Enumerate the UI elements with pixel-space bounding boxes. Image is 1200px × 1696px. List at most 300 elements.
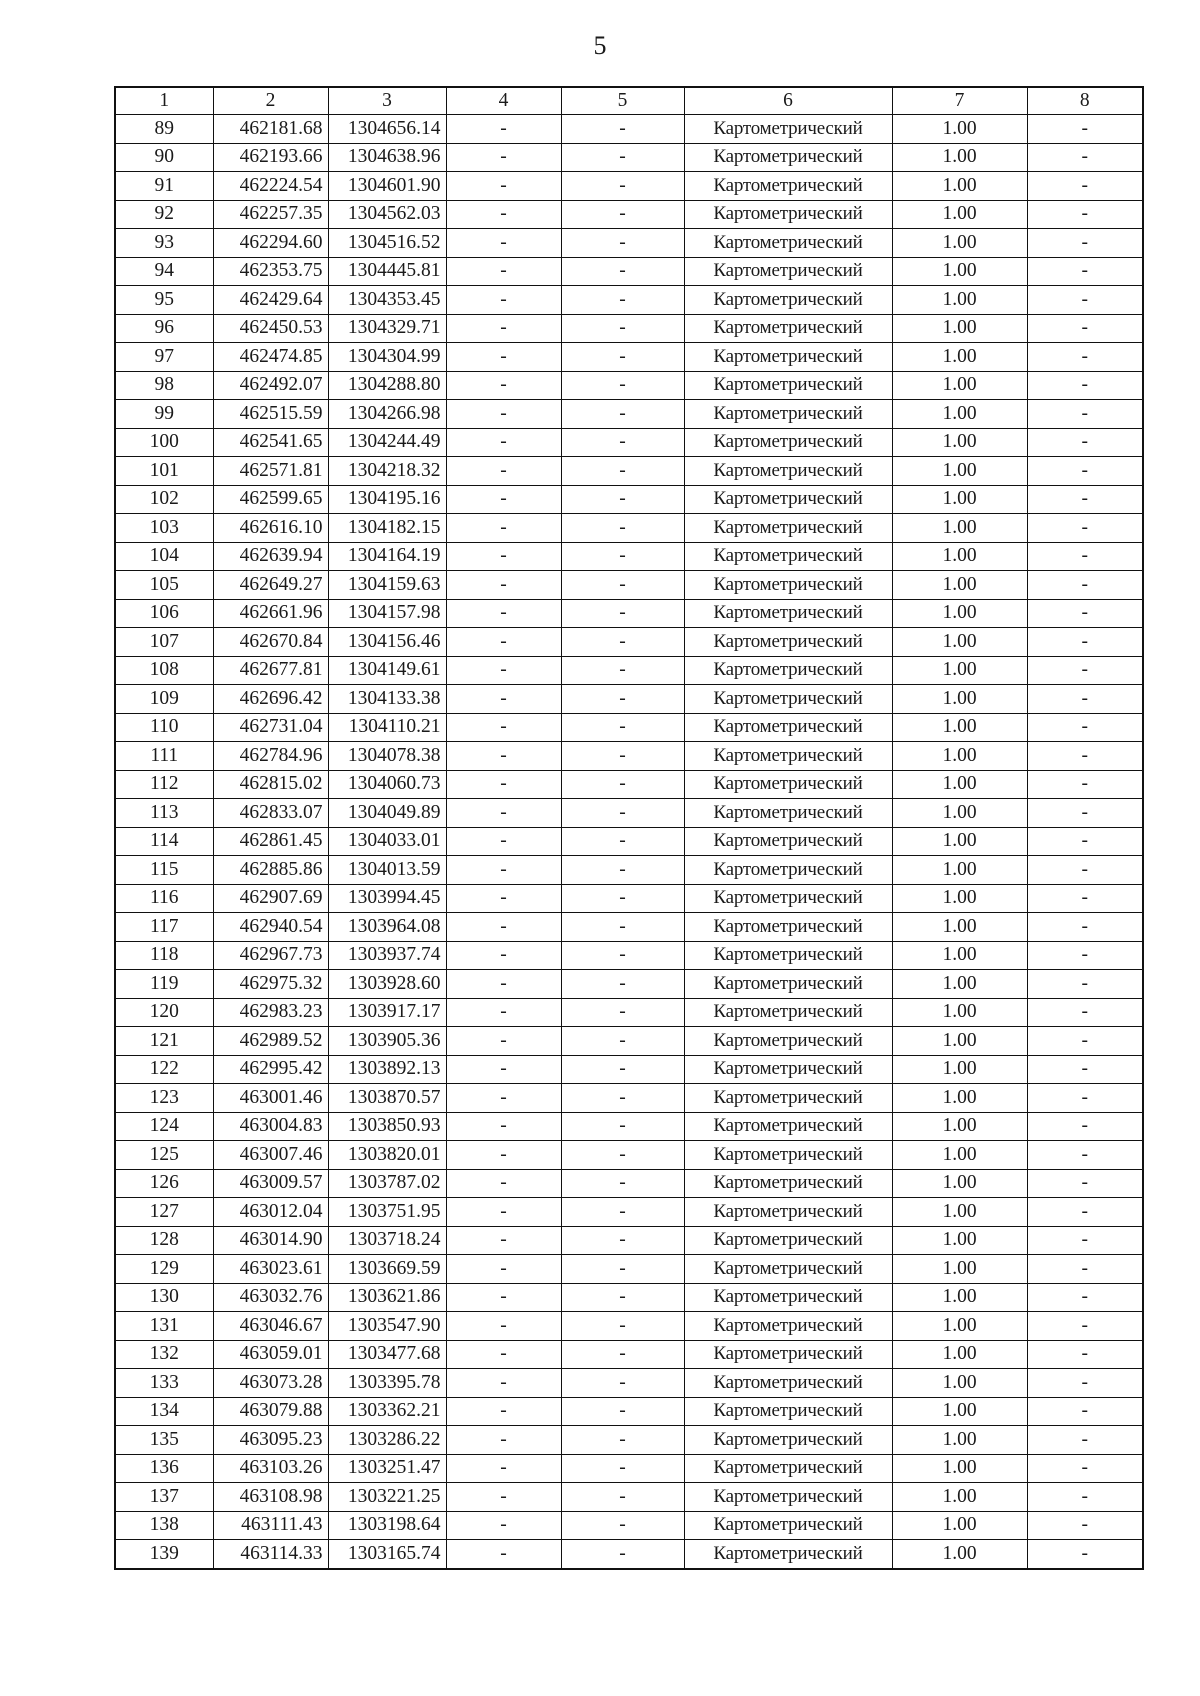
column-8-cell: - <box>1027 371 1143 400</box>
table-row <box>115 856 1143 885</box>
column-8-cell: - <box>1027 1483 1143 1512</box>
point-number-cell: 125 <box>115 1141 213 1170</box>
point-number-cell: 91 <box>115 172 213 201</box>
column-4-cell: - <box>446 200 561 229</box>
accuracy-cell: 1.00 <box>892 1511 1027 1540</box>
table-row <box>115 143 1143 172</box>
method-cell: Картометрический <box>684 913 892 942</box>
y-coordinate-cell: 1303964.08 <box>328 913 446 942</box>
column-8-cell: - <box>1027 970 1143 999</box>
table-body <box>115 115 1143 1569</box>
column-5-cell: - <box>561 571 684 600</box>
accuracy-cell: 1.00 <box>892 115 1027 144</box>
y-coordinate-cell: 1303362.21 <box>328 1397 446 1426</box>
table-row <box>115 257 1143 286</box>
method-cell: Картометрический <box>684 941 892 970</box>
method-cell: Картометрический <box>684 799 892 828</box>
y-coordinate-cell: 1304304.99 <box>328 343 446 372</box>
accuracy-cell: 1.00 <box>892 1055 1027 1084</box>
point-number-cell: 121 <box>115 1027 213 1056</box>
column-5-cell: - <box>561 1454 684 1483</box>
y-coordinate-cell: 1304156.46 <box>328 628 446 657</box>
x-coordinate-cell: 462907.69 <box>213 884 328 913</box>
accuracy-cell: 1.00 <box>892 1141 1027 1170</box>
point-number-cell: 128 <box>115 1226 213 1255</box>
y-coordinate-cell: 1303820.01 <box>328 1141 446 1170</box>
method-cell: Картометрический <box>684 514 892 543</box>
point-number-cell: 132 <box>115 1340 213 1369</box>
method-cell: Картометрический <box>684 314 892 343</box>
x-coordinate-cell: 463007.46 <box>213 1141 328 1170</box>
method-cell: Картометрический <box>684 656 892 685</box>
x-coordinate-cell: 462940.54 <box>213 913 328 942</box>
table-row <box>115 913 1143 942</box>
column-8-cell: - <box>1027 1027 1143 1056</box>
point-number-cell: 119 <box>115 970 213 999</box>
column-5-cell: - <box>561 172 684 201</box>
x-coordinate-cell: 462885.86 <box>213 856 328 885</box>
column-8-cell: - <box>1027 314 1143 343</box>
y-coordinate-cell: 1303937.74 <box>328 941 446 970</box>
table-row <box>115 314 1143 343</box>
point-number-cell: 130 <box>115 1283 213 1312</box>
x-coordinate-cell: 462989.52 <box>213 1027 328 1056</box>
table-row <box>115 1084 1143 1113</box>
method-cell: Картометрический <box>684 1483 892 1512</box>
x-coordinate-cell: 462995.42 <box>213 1055 328 1084</box>
column-5-cell: - <box>561 257 684 286</box>
table-row <box>115 1169 1143 1198</box>
accuracy-cell: 1.00 <box>892 371 1027 400</box>
y-coordinate-cell: 1304049.89 <box>328 799 446 828</box>
table-row <box>115 1483 1143 1512</box>
column-4-cell: - <box>446 1454 561 1483</box>
accuracy-cell: 1.00 <box>892 941 1027 970</box>
point-number-cell: 94 <box>115 257 213 286</box>
column-4-cell: - <box>446 742 561 771</box>
table-row <box>115 1540 1143 1569</box>
x-coordinate-cell: 462815.02 <box>213 770 328 799</box>
column-5-cell: - <box>561 628 684 657</box>
column-4-cell: - <box>446 685 561 714</box>
header-cell-6: 6 <box>684 87 892 115</box>
y-coordinate-cell: 1303870.57 <box>328 1084 446 1113</box>
column-5-cell: - <box>561 1312 684 1341</box>
x-coordinate-cell: 462983.23 <box>213 998 328 1027</box>
y-coordinate-cell: 1304060.73 <box>328 770 446 799</box>
x-coordinate-cell: 462474.85 <box>213 343 328 372</box>
y-coordinate-cell: 1303751.95 <box>328 1198 446 1227</box>
header-cell-8: 8 <box>1027 87 1143 115</box>
column-4-cell: - <box>446 343 561 372</box>
method-cell: Картометрический <box>684 1255 892 1284</box>
point-number-cell: 139 <box>115 1540 213 1569</box>
column-4-cell: - <box>446 628 561 657</box>
header-cell-3: 3 <box>328 87 446 115</box>
column-8-cell: - <box>1027 1511 1143 1540</box>
point-number-cell: 92 <box>115 200 213 229</box>
point-number-cell: 93 <box>115 229 213 258</box>
method-cell: Картометрический <box>684 172 892 201</box>
accuracy-cell: 1.00 <box>892 1198 1027 1227</box>
column-8-cell: - <box>1027 1141 1143 1170</box>
column-4-cell: - <box>446 1112 561 1141</box>
accuracy-cell: 1.00 <box>892 742 1027 771</box>
table-row <box>115 941 1143 970</box>
method-cell: Картометрический <box>684 1112 892 1141</box>
column-8-cell: - <box>1027 913 1143 942</box>
column-4-cell: - <box>446 599 561 628</box>
table-row <box>115 742 1143 771</box>
accuracy-cell: 1.00 <box>892 1540 1027 1569</box>
accuracy-cell: 1.00 <box>892 1169 1027 1198</box>
table-row <box>115 799 1143 828</box>
point-number-cell: 135 <box>115 1426 213 1455</box>
x-coordinate-cell: 462450.53 <box>213 314 328 343</box>
accuracy-cell: 1.00 <box>892 685 1027 714</box>
accuracy-cell: 1.00 <box>892 1340 1027 1369</box>
accuracy-cell: 1.00 <box>892 286 1027 315</box>
point-number-cell: 102 <box>115 485 213 514</box>
table-row <box>115 400 1143 429</box>
column-5-cell: - <box>561 371 684 400</box>
method-cell: Картометрический <box>684 343 892 372</box>
column-5-cell: - <box>561 542 684 571</box>
x-coordinate-cell: 462571.81 <box>213 457 328 486</box>
point-number-cell: 95 <box>115 286 213 315</box>
table-row <box>115 371 1143 400</box>
column-5-cell: - <box>561 400 684 429</box>
header-cell-2: 2 <box>213 87 328 115</box>
column-8-cell: - <box>1027 856 1143 885</box>
accuracy-cell: 1.00 <box>892 1312 1027 1341</box>
y-coordinate-cell: 1304110.21 <box>328 713 446 742</box>
y-coordinate-cell: 1303905.36 <box>328 1027 446 1056</box>
x-coordinate-cell: 462696.42 <box>213 685 328 714</box>
column-5-cell: - <box>561 998 684 1027</box>
x-coordinate-cell: 462181.68 <box>213 115 328 144</box>
y-coordinate-cell: 1304445.81 <box>328 257 446 286</box>
column-5-cell: - <box>561 1084 684 1113</box>
column-8-cell: - <box>1027 257 1143 286</box>
accuracy-cell: 1.00 <box>892 514 1027 543</box>
header-cell-7: 7 <box>892 87 1027 115</box>
column-4-cell: - <box>446 941 561 970</box>
y-coordinate-cell: 1304078.38 <box>328 742 446 771</box>
point-number-cell: 122 <box>115 1055 213 1084</box>
point-number-cell: 113 <box>115 799 213 828</box>
accuracy-cell: 1.00 <box>892 1084 1027 1113</box>
accuracy-cell: 1.00 <box>892 913 1027 942</box>
column-8-cell: - <box>1027 457 1143 486</box>
point-number-cell: 100 <box>115 428 213 457</box>
point-number-cell: 116 <box>115 884 213 913</box>
point-number-cell: 134 <box>115 1397 213 1426</box>
x-coordinate-cell: 463009.57 <box>213 1169 328 1198</box>
column-8-cell: - <box>1027 799 1143 828</box>
y-coordinate-cell: 1304329.71 <box>328 314 446 343</box>
y-coordinate-cell: 1303928.60 <box>328 970 446 999</box>
accuracy-cell: 1.00 <box>892 1283 1027 1312</box>
point-number-cell: 133 <box>115 1369 213 1398</box>
column-8-cell: - <box>1027 143 1143 172</box>
column-8-cell: - <box>1027 172 1143 201</box>
y-coordinate-cell: 1304244.49 <box>328 428 446 457</box>
column-8-cell: - <box>1027 742 1143 771</box>
column-8-cell: - <box>1027 200 1143 229</box>
table-row <box>115 998 1143 1027</box>
method-cell: Картометрический <box>684 1511 892 1540</box>
x-coordinate-cell: 463014.90 <box>213 1226 328 1255</box>
y-coordinate-cell: 1304013.59 <box>328 856 446 885</box>
point-number-cell: 111 <box>115 742 213 771</box>
y-coordinate-cell: 1304149.61 <box>328 656 446 685</box>
x-coordinate-cell: 462975.32 <box>213 970 328 999</box>
column-5-cell: - <box>561 1226 684 1255</box>
column-5-cell: - <box>561 770 684 799</box>
accuracy-cell: 1.00 <box>892 599 1027 628</box>
column-5-cell: - <box>561 514 684 543</box>
accuracy-cell: 1.00 <box>892 542 1027 571</box>
accuracy-cell: 1.00 <box>892 856 1027 885</box>
column-5-cell: - <box>561 1112 684 1141</box>
column-5-cell: - <box>561 314 684 343</box>
column-5-cell: - <box>561 884 684 913</box>
column-8-cell: - <box>1027 1169 1143 1198</box>
method-cell: Картометрический <box>684 1426 892 1455</box>
column-5-cell: - <box>561 856 684 885</box>
table-row <box>115 200 1143 229</box>
column-5-cell: - <box>561 970 684 999</box>
y-coordinate-cell: 1304601.90 <box>328 172 446 201</box>
y-coordinate-cell: 1303165.74 <box>328 1540 446 1569</box>
y-coordinate-cell: 1303221.25 <box>328 1483 446 1512</box>
column-4-cell: - <box>446 143 561 172</box>
table-row <box>115 1397 1143 1426</box>
method-cell: Картометрический <box>684 1369 892 1398</box>
method-cell: Картометрический <box>684 457 892 486</box>
accuracy-cell: 1.00 <box>892 1112 1027 1141</box>
method-cell: Картометрический <box>684 599 892 628</box>
column-4-cell: - <box>446 913 561 942</box>
y-coordinate-cell: 1303198.64 <box>328 1511 446 1540</box>
column-5-cell: - <box>561 1397 684 1426</box>
column-8-cell: - <box>1027 229 1143 258</box>
point-number-cell: 117 <box>115 913 213 942</box>
column-5-cell: - <box>561 1055 684 1084</box>
table-row <box>115 542 1143 571</box>
y-coordinate-cell: 1303994.45 <box>328 884 446 913</box>
method-cell: Картометрический <box>684 856 892 885</box>
method-cell: Картометрический <box>684 1198 892 1227</box>
accuracy-cell: 1.00 <box>892 628 1027 657</box>
column-5-cell: - <box>561 1283 684 1312</box>
column-8-cell: - <box>1027 628 1143 657</box>
x-coordinate-cell: 462670.84 <box>213 628 328 657</box>
column-5-cell: - <box>561 685 684 714</box>
point-number-cell: 129 <box>115 1255 213 1284</box>
point-number-cell: 99 <box>115 400 213 429</box>
y-coordinate-cell: 1304656.14 <box>328 115 446 144</box>
point-number-cell: 97 <box>115 343 213 372</box>
method-cell: Картометрический <box>684 1397 892 1426</box>
column-4-cell: - <box>446 1084 561 1113</box>
method-cell: Картометрический <box>684 628 892 657</box>
x-coordinate-cell: 463001.46 <box>213 1084 328 1113</box>
column-8-cell: - <box>1027 343 1143 372</box>
accuracy-cell: 1.00 <box>892 1454 1027 1483</box>
table-row <box>115 713 1143 742</box>
column-8-cell: - <box>1027 1312 1143 1341</box>
column-4-cell: - <box>446 229 561 258</box>
column-4-cell: - <box>446 428 561 457</box>
x-coordinate-cell: 462193.66 <box>213 143 328 172</box>
column-4-cell: - <box>446 884 561 913</box>
column-4-cell: - <box>446 1397 561 1426</box>
table-row <box>115 1340 1143 1369</box>
x-coordinate-cell: 463046.67 <box>213 1312 328 1341</box>
table-row <box>115 1454 1143 1483</box>
y-coordinate-cell: 1304157.98 <box>328 599 446 628</box>
column-5-cell: - <box>561 485 684 514</box>
point-number-cell: 109 <box>115 685 213 714</box>
point-number-cell: 104 <box>115 542 213 571</box>
point-number-cell: 106 <box>115 599 213 628</box>
accuracy-cell: 1.00 <box>892 571 1027 600</box>
column-4-cell: - <box>446 514 561 543</box>
y-coordinate-cell: 1304033.01 <box>328 827 446 856</box>
coordinates-table <box>114 86 1144 1570</box>
column-4-cell: - <box>446 1141 561 1170</box>
x-coordinate-cell: 462649.27 <box>213 571 328 600</box>
method-cell: Картометрический <box>684 1340 892 1369</box>
table-row <box>115 1426 1143 1455</box>
accuracy-cell: 1.00 <box>892 1426 1027 1455</box>
column-8-cell: - <box>1027 400 1143 429</box>
column-8-cell: - <box>1027 1084 1143 1113</box>
column-8-cell: - <box>1027 542 1143 571</box>
accuracy-cell: 1.00 <box>892 1255 1027 1284</box>
point-number-cell: 105 <box>115 571 213 600</box>
accuracy-cell: 1.00 <box>892 799 1027 828</box>
point-number-cell: 103 <box>115 514 213 543</box>
column-8-cell: - <box>1027 1226 1143 1255</box>
accuracy-cell: 1.00 <box>892 713 1027 742</box>
table-row <box>115 1112 1143 1141</box>
table-row <box>115 343 1143 372</box>
method-cell: Картометрический <box>684 229 892 258</box>
y-coordinate-cell: 1303621.86 <box>328 1283 446 1312</box>
column-5-cell: - <box>561 941 684 970</box>
method-cell: Картометрический <box>684 1283 892 1312</box>
y-coordinate-cell: 1304218.32 <box>328 457 446 486</box>
x-coordinate-cell: 463059.01 <box>213 1340 328 1369</box>
column-4-cell: - <box>446 542 561 571</box>
accuracy-cell: 1.00 <box>892 172 1027 201</box>
x-coordinate-cell: 462224.54 <box>213 172 328 201</box>
column-4-cell: - <box>446 457 561 486</box>
column-4-cell: - <box>446 1027 561 1056</box>
method-cell: Картометрический <box>684 1540 892 1569</box>
table-row <box>115 1283 1143 1312</box>
y-coordinate-cell: 1303850.93 <box>328 1112 446 1141</box>
column-5-cell: - <box>561 1426 684 1455</box>
x-coordinate-cell: 462492.07 <box>213 371 328 400</box>
column-5-cell: - <box>561 343 684 372</box>
method-cell: Картометрический <box>684 1226 892 1255</box>
accuracy-cell: 1.00 <box>892 143 1027 172</box>
accuracy-cell: 1.00 <box>892 257 1027 286</box>
accuracy-cell: 1.00 <box>892 343 1027 372</box>
y-coordinate-cell: 1304638.96 <box>328 143 446 172</box>
column-4-cell: - <box>446 856 561 885</box>
accuracy-cell: 1.00 <box>892 1483 1027 1512</box>
point-number-cell: 131 <box>115 1312 213 1341</box>
method-cell: Картометрический <box>684 400 892 429</box>
point-number-cell: 137 <box>115 1483 213 1512</box>
column-8-cell: - <box>1027 286 1143 315</box>
column-4-cell: - <box>446 1340 561 1369</box>
method-cell: Картометрический <box>684 1055 892 1084</box>
y-coordinate-cell: 1304562.03 <box>328 200 446 229</box>
y-coordinate-cell: 1304133.38 <box>328 685 446 714</box>
column-4-cell: - <box>446 1055 561 1084</box>
column-4-cell: - <box>446 314 561 343</box>
column-5-cell: - <box>561 1255 684 1284</box>
x-coordinate-cell: 463073.28 <box>213 1369 328 1398</box>
method-cell: Картометрический <box>684 713 892 742</box>
column-5-cell: - <box>561 1141 684 1170</box>
column-4-cell: - <box>446 1540 561 1569</box>
column-8-cell: - <box>1027 770 1143 799</box>
method-cell: Картометрический <box>684 571 892 600</box>
column-4-cell: - <box>446 1226 561 1255</box>
column-5-cell: - <box>561 742 684 771</box>
y-coordinate-cell: 1304182.15 <box>328 514 446 543</box>
accuracy-cell: 1.00 <box>892 485 1027 514</box>
table-row <box>115 571 1143 600</box>
column-8-cell: - <box>1027 998 1143 1027</box>
method-cell: Картометрический <box>684 200 892 229</box>
column-8-cell: - <box>1027 1055 1143 1084</box>
column-5-cell: - <box>561 1511 684 1540</box>
y-coordinate-cell: 1303718.24 <box>328 1226 446 1255</box>
y-coordinate-cell: 1303917.17 <box>328 998 446 1027</box>
accuracy-cell: 1.00 <box>892 998 1027 1027</box>
column-4-cell: - <box>446 1198 561 1227</box>
x-coordinate-cell: 462541.65 <box>213 428 328 457</box>
column-8-cell: - <box>1027 1454 1143 1483</box>
point-number-cell: 112 <box>115 770 213 799</box>
method-cell: Картометрический <box>684 1454 892 1483</box>
point-number-cell: 138 <box>115 1511 213 1540</box>
point-number-cell: 89 <box>115 115 213 144</box>
x-coordinate-cell: 462294.60 <box>213 229 328 258</box>
column-5-cell: - <box>561 827 684 856</box>
column-5-cell: - <box>561 799 684 828</box>
column-5-cell: - <box>561 599 684 628</box>
method-cell: Картометрический <box>684 998 892 1027</box>
column-8-cell: - <box>1027 1397 1143 1426</box>
column-8-cell: - <box>1027 115 1143 144</box>
table-row <box>115 229 1143 258</box>
table-row <box>115 115 1143 144</box>
method-cell: Картометрический <box>684 685 892 714</box>
column-8-cell: - <box>1027 1540 1143 1569</box>
header-row <box>115 87 1143 115</box>
method-cell: Картометрический <box>684 1027 892 1056</box>
column-4-cell: - <box>446 400 561 429</box>
